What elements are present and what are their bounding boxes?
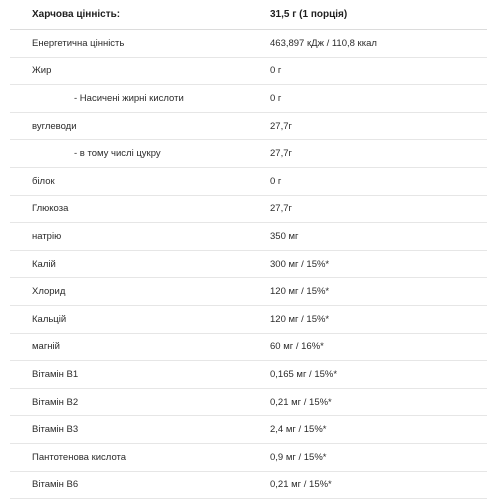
nutrition-row [10, 85, 487, 113]
nutrient-name: Вітамін В2 [32, 389, 78, 416]
nutrient-value: 120 мг / 15%* [270, 306, 329, 333]
nutrient-name: магній [32, 334, 60, 361]
nutrient-value: 2,4 мг / 15%* [270, 416, 326, 443]
nutrition-row [10, 416, 487, 444]
nutrient-name: Енергетична цінність [32, 30, 124, 57]
nutrient-value: 463,897 кДж / 110,8 ккал [270, 30, 377, 57]
nutrient-value: 300 мг / 15%* [270, 251, 329, 278]
nutrient-name: білок [32, 168, 55, 195]
nutrition-row [10, 361, 487, 389]
nutrition-row [10, 168, 487, 196]
nutrition-row [10, 113, 487, 141]
nutrient-value: 120 мг / 15%* [270, 278, 329, 305]
nutrition-row [10, 472, 487, 499]
serving-size-value: 31,5 г (1 порція) [270, 0, 347, 29]
nutrient-value: 0,21 мг / 15%* [270, 472, 332, 499]
nutrition-row [10, 306, 487, 334]
nutrient-name: Кальцій [32, 306, 66, 333]
nutrient-value: 0 г [270, 58, 281, 85]
nutrient-value: 0 г [270, 85, 281, 112]
nutrient-name: вуглеводи [32, 113, 77, 140]
nutrition-header-label: Харчова цінність: [32, 0, 120, 29]
nutrient-value: 27,7г [270, 113, 292, 140]
nutrient-value: 0 г [270, 168, 281, 195]
nutrient-name: Хлорид [32, 278, 65, 305]
nutrient-value: 350 мг [270, 223, 299, 250]
nutrition-row [10, 140, 487, 168]
nutrient-name: Вітамін В3 [32, 416, 78, 443]
nutrient-name: натрію [32, 223, 61, 250]
nutrient-subname: - Насичені жирні кислоти [74, 85, 184, 112]
nutrient-value: 27,7г [270, 140, 292, 167]
nutrient-value: 0,165 мг / 15%* [270, 361, 337, 388]
nutrient-value: 0,9 мг / 15%* [270, 444, 326, 471]
nutrition-row [10, 389, 487, 417]
nutrient-name: Пантотенова кислота [32, 444, 126, 471]
nutrient-name: Вітамін В6 [32, 472, 78, 499]
nutrition-row [10, 223, 487, 251]
nutrition-row [10, 30, 487, 58]
nutrition-row [10, 334, 487, 362]
nutrition-row [10, 444, 487, 472]
nutrition-row [10, 251, 487, 279]
nutrition-row [10, 58, 487, 86]
nutrient-value: 60 мг / 16%* [270, 334, 324, 361]
nutrient-value: 0,21 мг / 15%* [270, 389, 332, 416]
nutrient-value: 27,7г [270, 196, 292, 223]
nutrient-name: Вітамін В1 [32, 361, 78, 388]
nutrition-header-row [10, 0, 487, 30]
nutrition-row [10, 278, 487, 306]
nutrient-name: Жир [32, 58, 51, 85]
nutrition-row [10, 196, 487, 224]
nutrient-name: Калій [32, 251, 56, 278]
nutrient-name: Глюкоза [32, 196, 68, 223]
nutrient-subname: - в тому числі цукру [74, 140, 161, 167]
